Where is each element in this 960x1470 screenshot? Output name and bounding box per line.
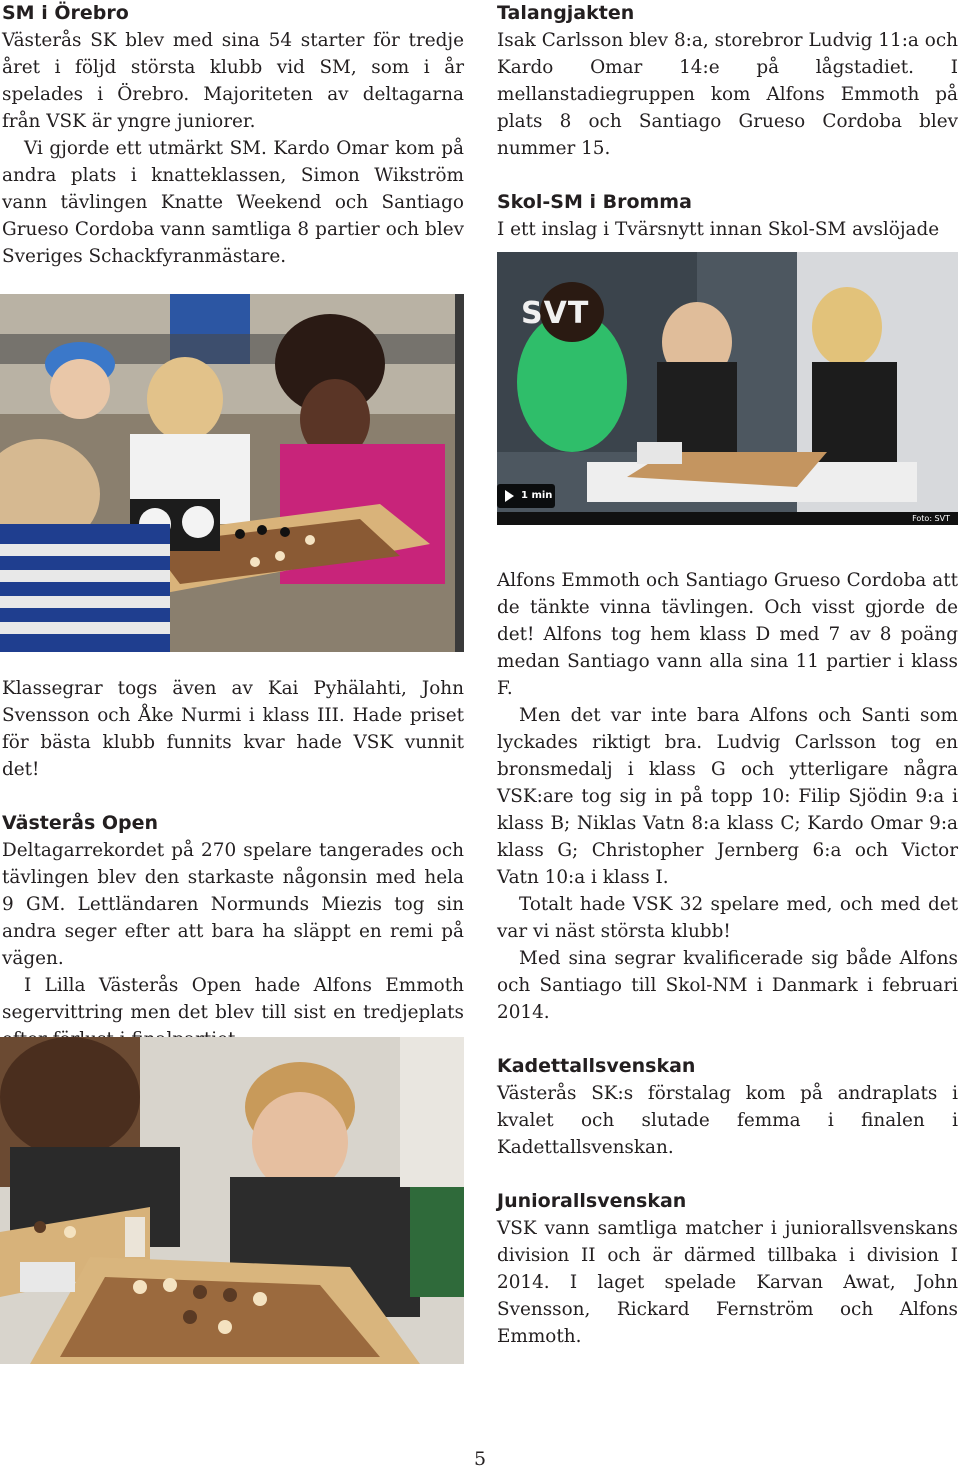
heading-talangjakten: Talangjakten: [497, 2, 635, 24]
paragraph: Men det var inte bara Alfons och Santi som lyckades riktigt bra. Ludvig Carlsson tog en bronsmedalj i klass G och ytterligare några VSK:are tog sig in på topp 10: Filip Sjödin 9:a i klass B; Niklas Vatn 8:a klass C; Kardo Omar 9:a klass G; Christopher Jernberg 6:a och Victor Vatn 10:a i klass I.: [497, 705, 958, 888]
right-column-bottom: [497, 567, 958, 1350]
heading-kadettallsvenskan: Kadettallsvenskan: [497, 1055, 696, 1077]
heading-vasteras-open: Västerås Open: [2, 812, 159, 834]
photo-tournament-players: [0, 1037, 464, 1364]
paragraph: Med sina segrar kvalificerade sig både Alfons och Santiago till Skol-NM i Danmark i februari 2014.: [497, 948, 958, 1023]
play-icon[interactable]: [497, 484, 515, 508]
video-duration: 1 min: [521, 490, 553, 501]
paragraph: VSK vann samtliga matcher i juniorallsvenskans division II och är därmed tillbaka i division I 2014. I laget spelade Karvan Awat, John Svensson, Rickard Fernström och Alfons Emmoth.: [497, 1218, 958, 1347]
heading-juniorallsvenskan: Juniorallsvenskan: [497, 1190, 687, 1212]
svt-logo: SVT: [521, 296, 590, 331]
right-column-top: [497, 0, 958, 243]
video-thumbnail[interactable]: [497, 252, 958, 525]
paragraph: Deltagarrekordet på 270 spelare tangerades och tävlingen blev den starkaste någonsin med hela 9 GM. Lettländaren Normunds Miezis tog sin andra seger efter att bara ha släppt en remi på vägen.: [2, 840, 464, 969]
paragraph: Vi gjorde ett utmärkt SM. Kardo Omar kom på andra plats i knatteklassen, Simon Wikström vann tävlingen Knatte Weekend och Santiago Grueso Cordoba vann samtliga 8 partier och blev Sveriges Schackfyranmästare.: [2, 138, 464, 267]
paragraph: Isak Carlsson blev 8:a, storebror Ludvig 11:a och Kardo Omar 14:e på lågstadiet. I mellanstadiegruppen kom Alfons Emmoth på plats 8 och Santiago Grueso Cordoba blev nummer 15.: [497, 30, 958, 159]
heading-skol-sm: Skol-SM i Bromma: [497, 191, 692, 213]
paragraph: Västerås SK blev med sina 54 starter för tredje året i följd största klubb vid SM, som i år spelades i Örebro. Majoriteten av deltagarna från VSK är yngre juniorer.: [2, 30, 464, 132]
left-column-top: [2, 0, 464, 270]
photo-kids-chess: [0, 294, 464, 652]
left-column-middle: [2, 675, 464, 1053]
paragraph: Klassegrar togs även av Kai Pyhälahti, John Svensson och Åke Nurmi i klass III. Hade priset för bästa klubb funnits kvar hade VSK vunnit det!: [2, 678, 464, 780]
paragraph: Totalt hade VSK 32 spelare med, och med det var vi näst största klubb!: [497, 894, 958, 942]
paragraph: I Lilla Västerås Open hade Alfons Emmoth segervittring men det blev till sist en tredjeplats: [2, 975, 464, 1023]
heading-sm-orebro: SM i Örebro: [2, 2, 129, 24]
photo-credit: Foto: SVT: [912, 514, 950, 523]
paragraph: Alfons Emmoth och Santiago Grueso Cordoba att de tänkte vinna tävlingen. Och visst gjorde de det! Alfons tog hem klass D med 7 av 8 poäng medan Santiago vann alla sina 11 partier i klass F.: [497, 570, 958, 699]
page-number: 5: [473, 1448, 487, 1470]
paragraph: Västerås SK:s förstalag kom på andraplats i kvalet och slutade femma i finalen i Kadettallsvenskan.: [497, 1083, 958, 1158]
paragraph: I ett inslag i Tvärsnytt innan Skol-SM avslöjade: [497, 219, 940, 240]
